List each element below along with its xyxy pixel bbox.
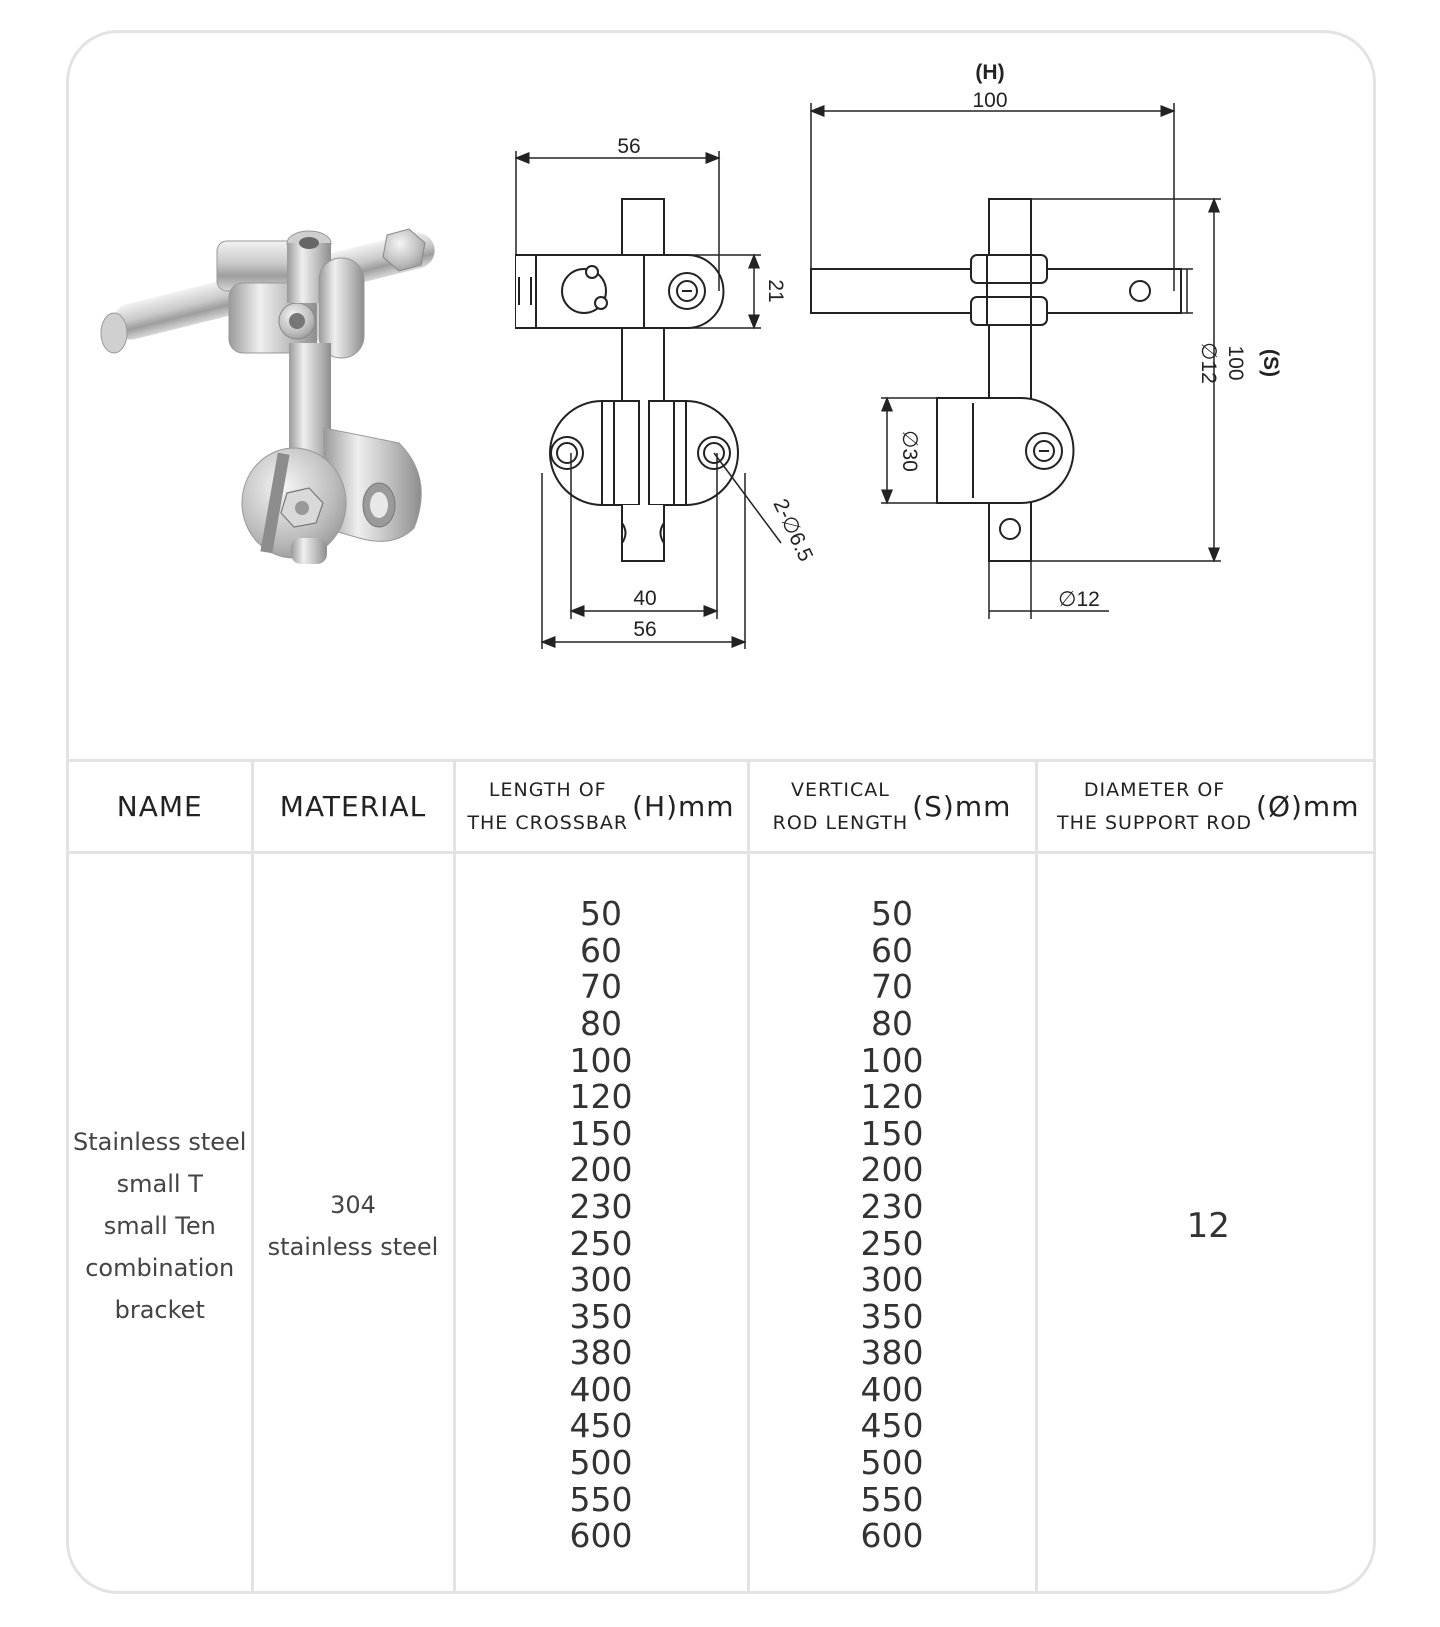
spec-table — [69, 759, 1376, 1594]
bracket-product-image — [101, 229, 438, 564]
product-name-line: small T — [116, 1169, 203, 1198]
product-name-line: small Ten — [103, 1211, 216, 1240]
rod-length-value: 50 — [871, 894, 913, 934]
dim-phi12-bottom: ∅12 — [1058, 588, 1100, 611]
crossbar-length-value: 200 — [569, 1150, 633, 1190]
rod-length-value: 80 — [871, 1003, 913, 1043]
header-name: NAME — [69, 761, 252, 853]
rod-length-value: 380 — [860, 1333, 924, 1373]
crossbar-length-value: 400 — [569, 1369, 633, 1409]
dim-21: 21 — [764, 279, 787, 303]
crossbar-length-value: 80 — [580, 1003, 622, 1043]
rod-length-value: 350 — [860, 1296, 924, 1336]
crossbar-length-value: 350 — [569, 1296, 633, 1336]
rod-length-value: 400 — [860, 1369, 924, 1409]
front-view-drawing — [516, 199, 738, 561]
technical-drawing — [69, 33, 1376, 761]
rod-length-value: 300 — [860, 1260, 924, 1300]
crossbar-length-value: 70 — [580, 967, 622, 1007]
header-rod-length: VERTICAL ROD LENGTH (S)mm — [748, 761, 1036, 853]
rod-length-value: 230 — [860, 1186, 924, 1226]
dim-56-bottom: 56 — [633, 618, 657, 641]
rod-length-value: 200 — [860, 1150, 924, 1190]
header-diameter: DIAMETER OF THE SUPPORT ROD (Ø)mm — [1036, 761, 1376, 853]
side-view-drawing — [811, 199, 1181, 561]
material-line: stainless steel — [267, 1232, 439, 1261]
material-cell — [252, 853, 454, 1595]
dim-S-label: (S) — [1259, 349, 1282, 377]
crossbar-values-cell — [454, 853, 748, 1595]
product-name-line: bracket — [114, 1295, 205, 1324]
dim-H-label: (H) — [975, 61, 1005, 84]
diameter-value: 12 — [1186, 1205, 1230, 1246]
table-row — [69, 853, 1376, 1595]
crossbar-length-value: 120 — [569, 1077, 633, 1117]
product-name-line: Stainless steel — [73, 1127, 247, 1156]
drawing-area — [69, 33, 1376, 761]
rod-length-value: 450 — [860, 1406, 924, 1446]
dim-100-top: 100 — [972, 89, 1008, 112]
product-name-line: combination — [85, 1253, 235, 1282]
crossbar-length-value: 550 — [569, 1479, 633, 1519]
table-header-row — [69, 761, 1376, 853]
dim-hole: 2-∅6.5 — [768, 495, 818, 566]
rod-length-value: 60 — [871, 930, 913, 970]
crossbar-length-value: 230 — [569, 1186, 633, 1226]
material-line: 304 — [330, 1190, 376, 1219]
dim-100-side: 100 — [1224, 345, 1247, 381]
crossbar-length-value: 380 — [569, 1333, 633, 1373]
dim-phi12-side: ∅12 — [1197, 342, 1220, 384]
crossbar-length-value: 600 — [569, 1516, 633, 1556]
crossbar-length-value: 300 — [569, 1260, 633, 1300]
product-name-cell — [69, 853, 252, 1595]
rod-length-value: 600 — [860, 1516, 924, 1556]
crossbar-length-value: 500 — [569, 1443, 633, 1483]
rod-length-value: 150 — [860, 1113, 924, 1153]
header-crossbar-length: LENGTH OF THE CROSSBAR (H)mm — [454, 761, 748, 853]
rod-values-cell — [748, 853, 1036, 1595]
rod-length-value: 250 — [860, 1223, 924, 1263]
dim-phi30: ∅30 — [898, 430, 921, 472]
crossbar-length-value: 50 — [580, 894, 622, 934]
header-material: MATERIAL — [252, 761, 454, 853]
rod-length-value: 550 — [860, 1479, 924, 1519]
crossbar-length-value: 250 — [569, 1223, 633, 1263]
rod-length-value: 120 — [860, 1077, 924, 1117]
rod-length-value: 100 — [860, 1040, 924, 1080]
dim-40: 40 — [633, 587, 657, 610]
crossbar-length-value: 100 — [569, 1040, 633, 1080]
diameter-cell — [1036, 853, 1376, 1595]
dim-56-top: 56 — [617, 135, 641, 158]
crossbar-length-value: 150 — [569, 1113, 633, 1153]
crossbar-length-value: 60 — [580, 930, 622, 970]
rod-length-value: 500 — [860, 1443, 924, 1483]
rod-length-value: 70 — [871, 967, 913, 1007]
spec-card — [66, 30, 1376, 1594]
crossbar-length-value: 450 — [569, 1406, 633, 1446]
